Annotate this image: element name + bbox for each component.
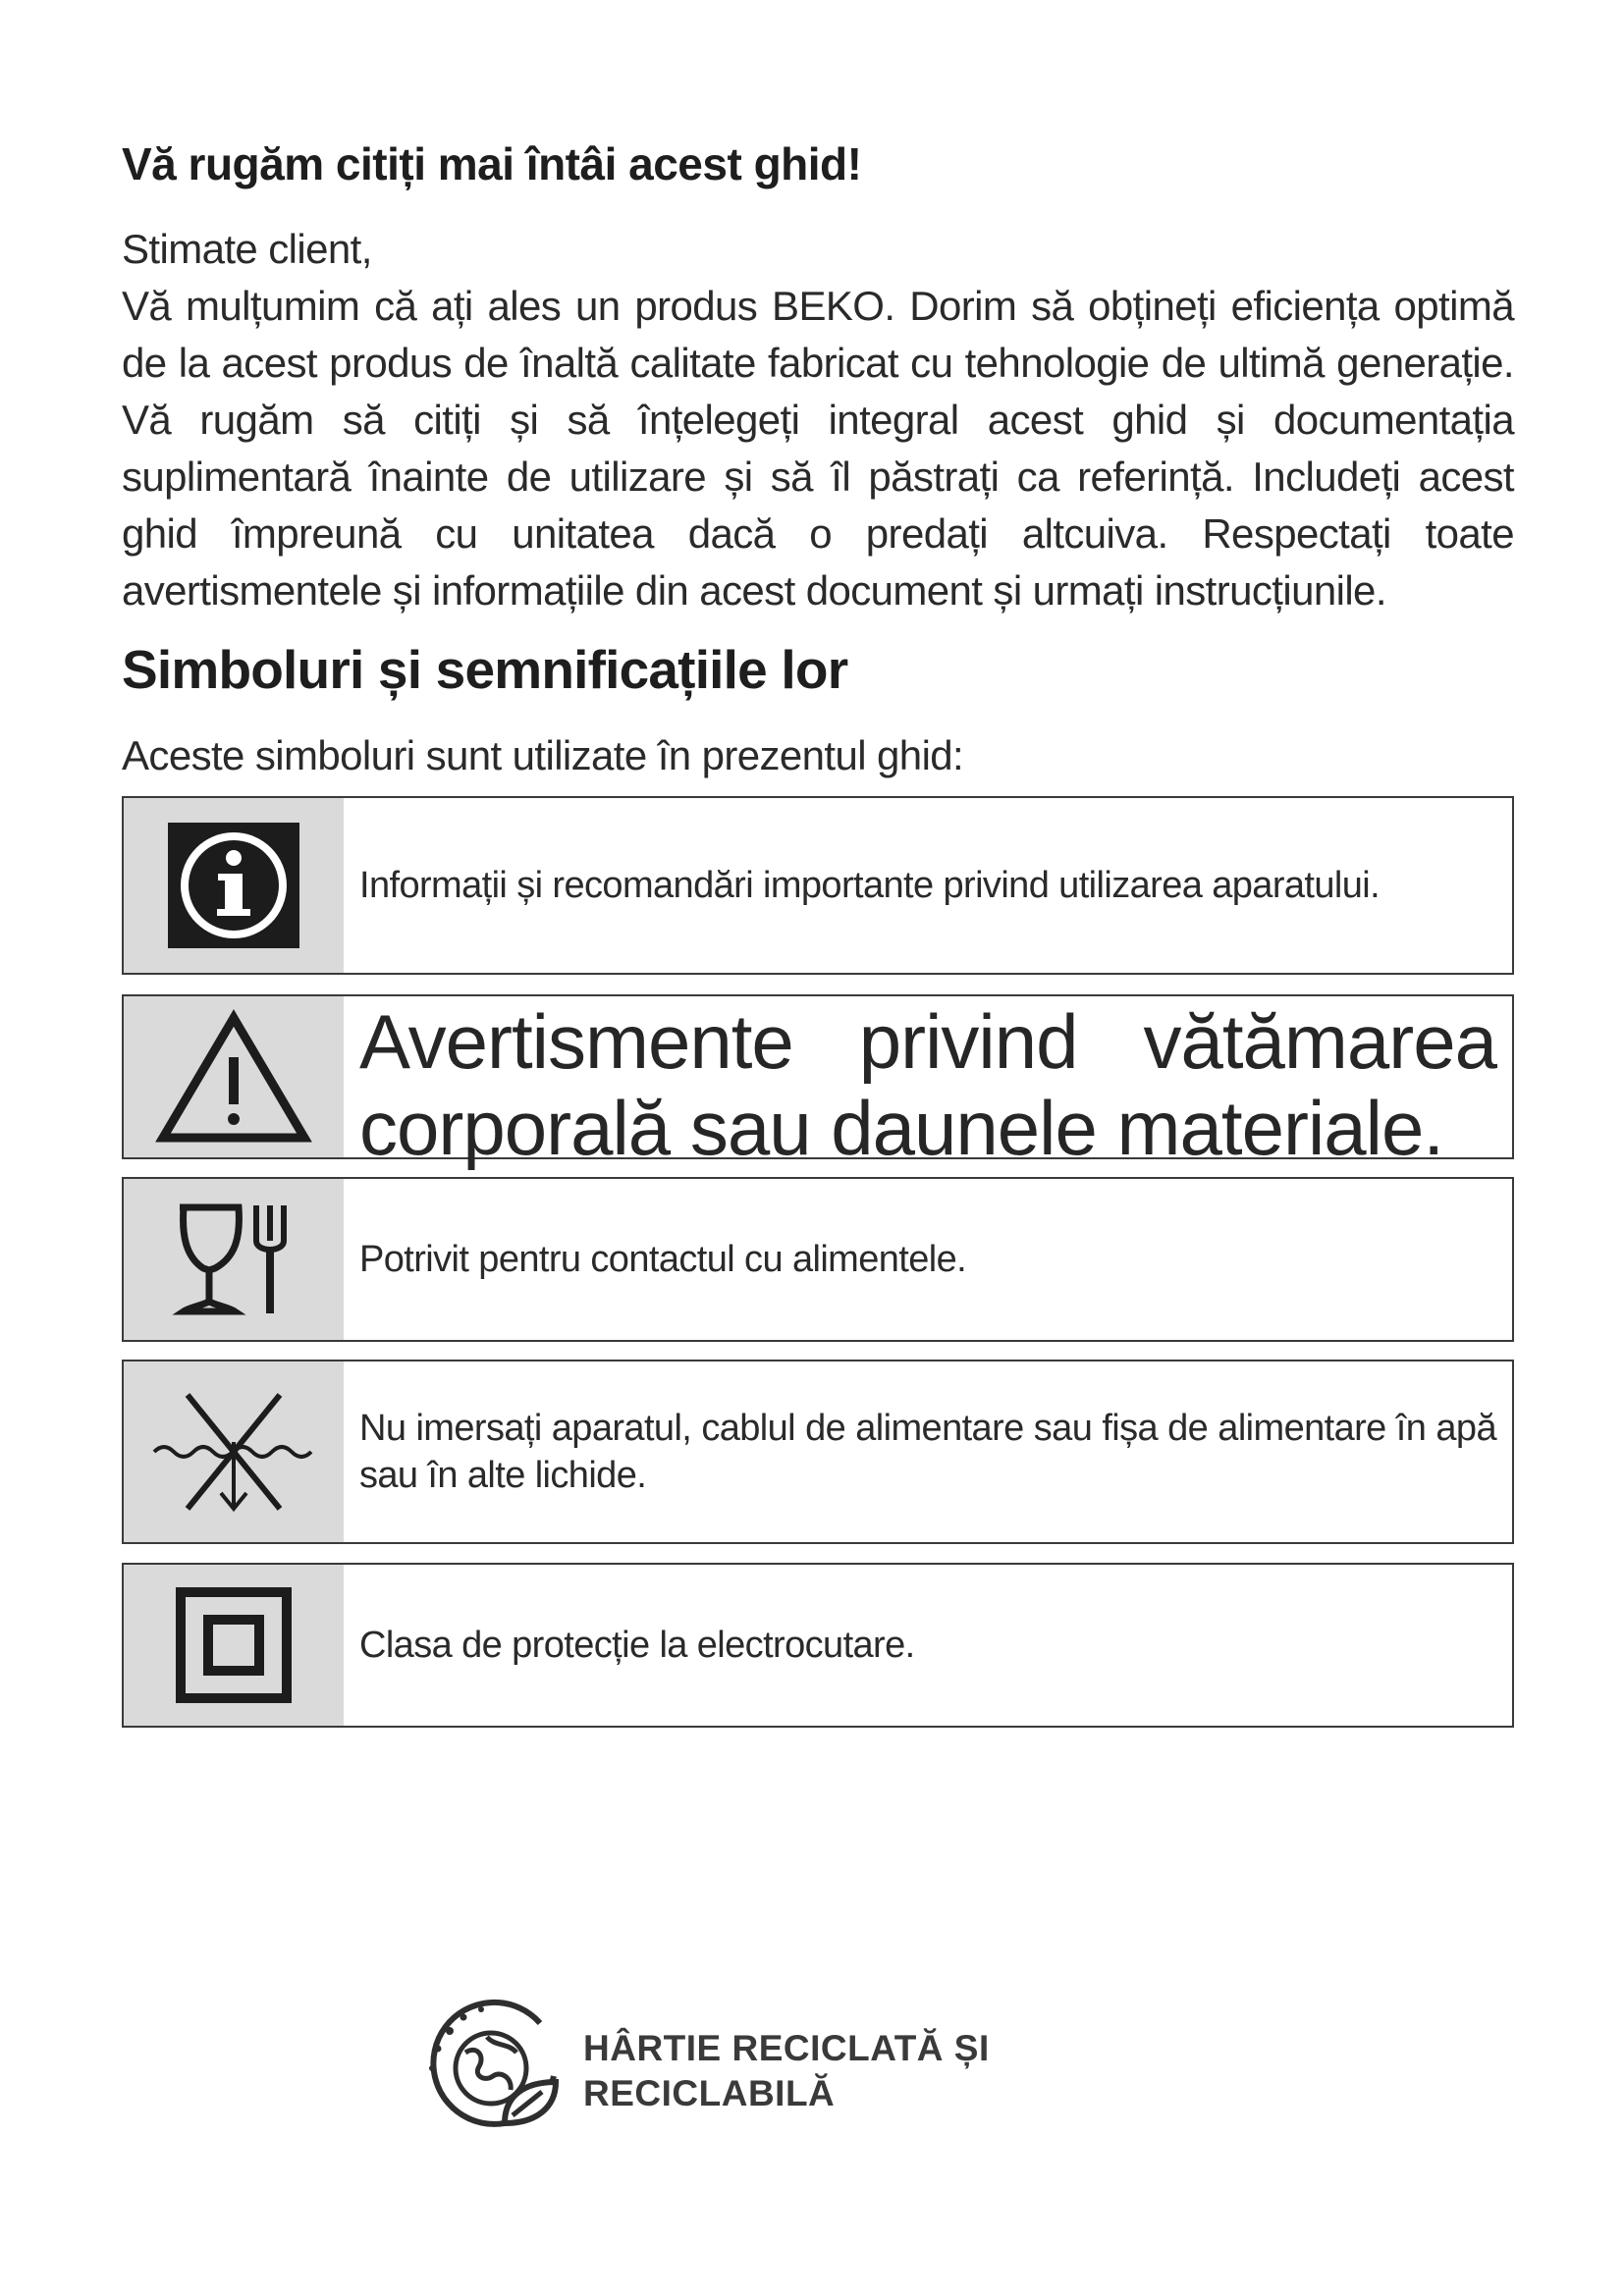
no-immersion-icon [124,1362,344,1542]
section-title: Simboluri și semnificațiile lor [122,639,848,700]
section-intro: Aceste simboluri sunt utilizate în prezentul ghid: [122,732,964,778]
recycled-paper-label [583,2026,990,2116]
greeting: Stimate client, [122,226,372,272]
symbol-text-protection: Clasa de protecție la electrocutare. [359,1625,915,1666]
protection-class-icon [124,1565,344,1726]
intro-title: Vă rugăm citiți mai întâi acest ghid! [122,138,862,189]
food-contact-icon [124,1179,344,1340]
symbol-text-warning: Avertismente privind vătămarea corporală sau daunele materiale. [359,998,1496,1171]
symbol-row-food [122,1177,1514,1342]
symbol-row-protection [122,1563,1514,1728]
recycled-paper-icon [422,1998,569,2145]
symbol-text-immersion: Nu imersați aparatul, cablul de alimentare sau fișa de alimentare în apă sau în alte lichide. [359,1408,1496,1496]
symbol-row-immersion [122,1360,1514,1544]
symbol-row-info [122,796,1514,975]
symbol-text-info: Informații și recomandări importante privind utilizarea aparatului. [359,865,1380,906]
warning-triangle-icon [124,996,344,1157]
intro-body [122,221,1514,619]
info-icon [124,798,344,973]
symbol-row-warning [122,994,1514,1171]
recycled-paper-logo [422,1998,1168,2145]
symbol-text-food: Potrivit pentru contactul cu alimentele. [359,1239,967,1280]
intro-paragraph: Vă mulțumim că ați ales un produs BEKO. Dorim să obțineți eficiența optimă de la acest produs de înaltă calitate fabricat cu tehnologie de ultimă generație. Vă rugăm să citiți și să înțelegeți integral acest ghid și documentația suplimentară înainte de utilizare și să îl păstrați ca referință. Includeți acest ghid împreună cu unitatea dacă o predați altcuiva. Respectați toate avertismentele și informațiile din acest document și urmați instrucțiunile. [122,283,1514,614]
recycled-paper-line1: HÂRTIE RECICLATĂ ȘI [583,2028,990,2068]
recycled-paper-line2: RECICLABILĂ [583,2073,836,2113]
